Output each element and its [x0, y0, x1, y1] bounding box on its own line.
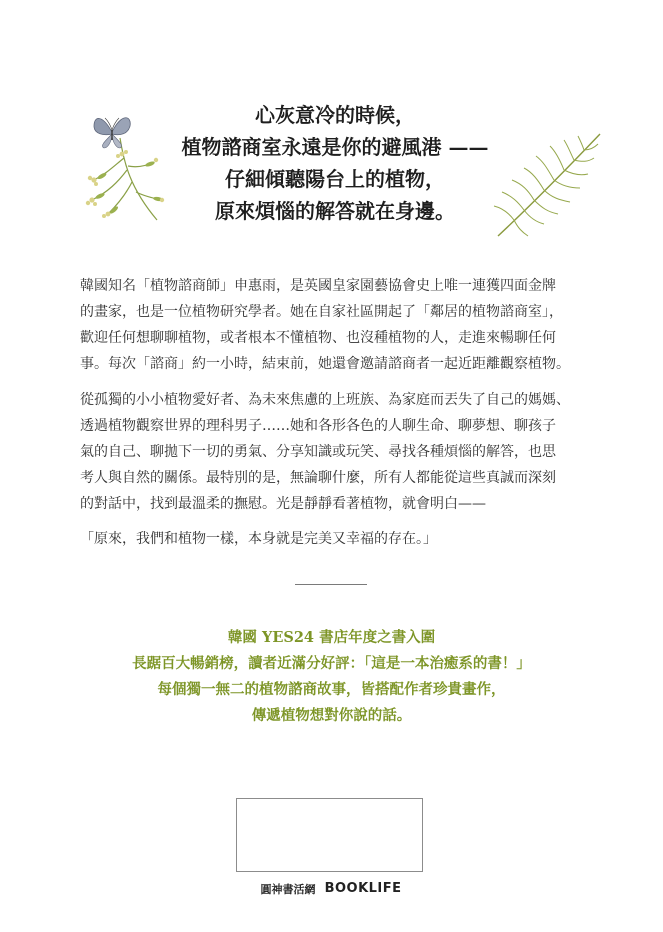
intro-quote: [150, 99, 520, 227]
text-line: 從孤獨的小小植物愛好者、為未來焦慮的上班族、為家庭而丟失了自己的媽媽、: [80, 392, 570, 408]
text-line: 事。每次「諮商」約一小時，結束前，她還會邀請諮商者一起近距離觀察植物。: [80, 356, 570, 372]
promo-line: 每個獨一無二的植物諮商故事，皆搭配作者珍貴畫作，: [157, 681, 506, 698]
text-line: 歡迎任何想聊聊植物，或者根本不懂植物、也沒種植物的人，走進來暢聊任何: [80, 330, 556, 346]
promo-text: [100, 625, 563, 729]
publisher-name-cn: 圓神書活網: [260, 882, 316, 896]
publisher-logo: [236, 878, 426, 897]
text-line: 的畫家，也是一位植物研究學者。她在自家社區開起了「鄰居的植物諮商室」，: [80, 304, 563, 320]
text-line: 「原來，我們和植物一樣，本身就是完美又幸福的存在。」: [80, 531, 437, 547]
closing-quote: [80, 526, 600, 552]
divider: [295, 584, 367, 585]
description-paragraph-1: [80, 273, 600, 377]
intro-line: 仔細傾聽陽台上的植物，: [225, 167, 445, 191]
barcode-box: [236, 798, 423, 872]
text-line: 考人與自然的關係。最特別的是，無論聊什麼，所有人都能從這些真誠而深刻: [80, 470, 556, 486]
publisher-name-en: BOOKLIFE: [324, 881, 402, 896]
intro-line: 植物諮商室永遠是你的避風港 ——: [181, 135, 489, 159]
description-paragraph-2: [80, 387, 600, 517]
intro-line: 心灰意冷的時候，: [255, 103, 415, 127]
promo-line: 長踞百大暢銷榜，讀者近滿分好評：「這是一本治癒系的書！」: [132, 655, 531, 672]
text-line: 透過植物觀察世界的理科男子……她和各形各色的人聊生命、聊夢想、聊孩子: [80, 418, 556, 434]
text-line: 的對話中，找到最溫柔的撫慰。光是靜靜看著植物，就會明白——: [80, 496, 486, 512]
text-line: 韓國知名「植物諮商師」申惠雨，是英國皇家園藝協會史上唯一連獲四面金牌: [80, 278, 556, 294]
promo-line: 韓國 YES24 書店年度之書入圍: [227, 629, 436, 646]
promo-line: 傳遞植物想對你說的話。: [251, 707, 412, 724]
text-line: 氣的自己、聊拋下一切的勇氣、分享知識或玩笑、尋找各種煩惱的解答，也思: [80, 444, 556, 460]
intro-line: 原來煩惱的解答就在身邊。: [215, 199, 455, 223]
